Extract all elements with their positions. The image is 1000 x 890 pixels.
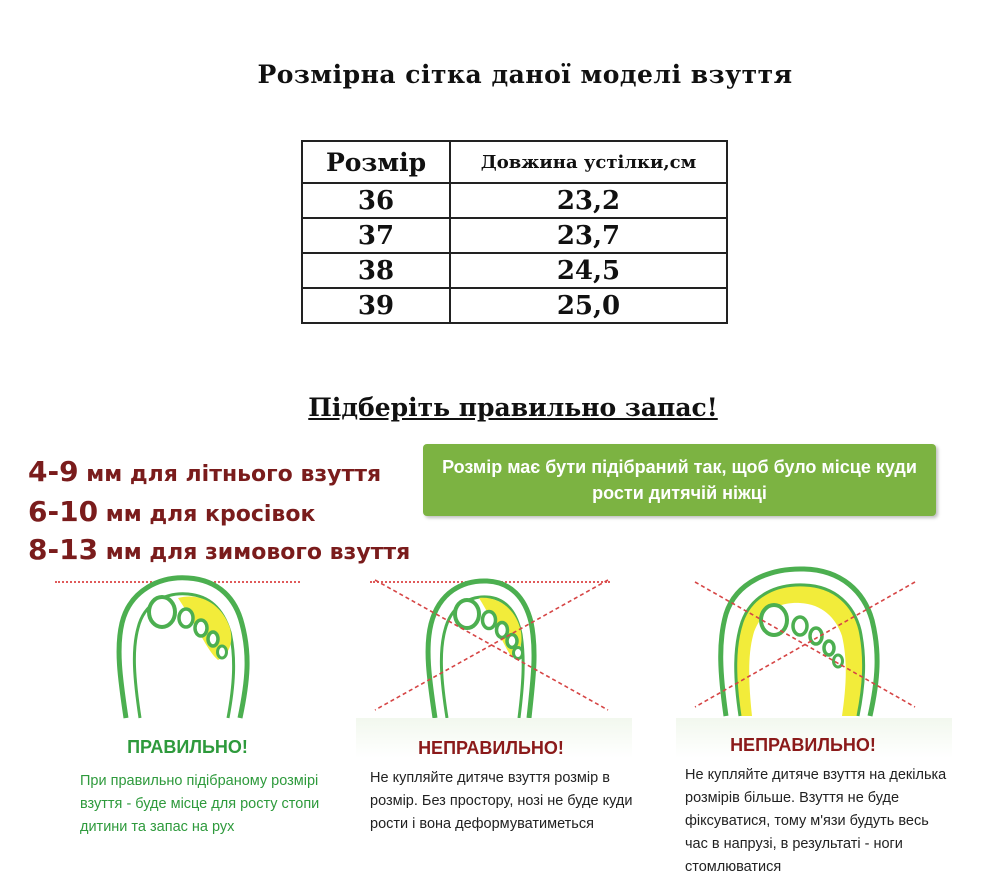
notice-banner: Розмір має бути підібраний так, щоб було місце куди рости дитячій ніжці xyxy=(423,444,936,516)
length-cell: 25,0 xyxy=(450,288,727,323)
size-cell: 37 xyxy=(302,218,450,253)
table-row xyxy=(302,183,727,218)
allowance-range: 6-10 xyxy=(28,495,99,528)
cross-out-icon xyxy=(690,572,920,717)
table-row xyxy=(302,253,727,288)
size-table xyxy=(301,140,728,324)
label-correct: ПРАВИЛЬНО! xyxy=(127,737,248,757)
allowance-sneakers xyxy=(28,495,315,528)
allowance-summer xyxy=(28,455,381,488)
size-cell: 39 xyxy=(302,288,450,323)
table-row xyxy=(302,218,727,253)
cross-out-icon xyxy=(370,572,615,717)
length-cell: 23,7 xyxy=(450,218,727,253)
section-subtitle: Підберіть правильно запас! xyxy=(308,393,718,422)
table-row xyxy=(302,288,727,323)
label-wrong-tight: НЕПРАВИЛЬНО! xyxy=(418,738,564,758)
foot-correct-icon xyxy=(108,568,288,720)
page-title: Розмірна сітка даної моделі взуття xyxy=(257,60,793,89)
header-insole-length: Довжина устілки,см xyxy=(450,141,727,183)
description-correct: При правильно підібраному розмірі взуття - буде місце для росту стопи дитини та запас на рух xyxy=(80,773,320,835)
size-cell: 36 xyxy=(302,183,450,218)
allowance-text: мм для кросівок xyxy=(98,502,316,527)
allowance-text: мм для літнього взуття xyxy=(78,462,382,487)
label-wrong-loose: НЕПРАВИЛЬНО! xyxy=(730,735,876,755)
length-cell: 24,5 xyxy=(450,253,727,288)
table-header-row xyxy=(302,141,727,183)
allowance-range: 8-13 xyxy=(28,533,99,566)
description-wrong-loose: Не купляйте дитяче взуття на декілька розмірів більше. Взуття не буде фіксуватися, тому м'язи будуть весь час в напрузі, в результаті - ноги стомлюватися xyxy=(685,767,947,875)
description-wrong-tight: Не купляйте дитяче взуття розмір в розмір. Без простору, нозі не буде куди рости і вона деформуватиметься xyxy=(370,770,633,832)
length-cell: 23,2 xyxy=(450,183,727,218)
size-cell: 38 xyxy=(302,253,450,288)
header-size: Розмір xyxy=(302,141,450,183)
allowance-winter xyxy=(28,533,410,566)
allowance-text: мм для зимового взуття xyxy=(98,540,411,565)
allowance-range: 4-9 xyxy=(28,455,79,488)
